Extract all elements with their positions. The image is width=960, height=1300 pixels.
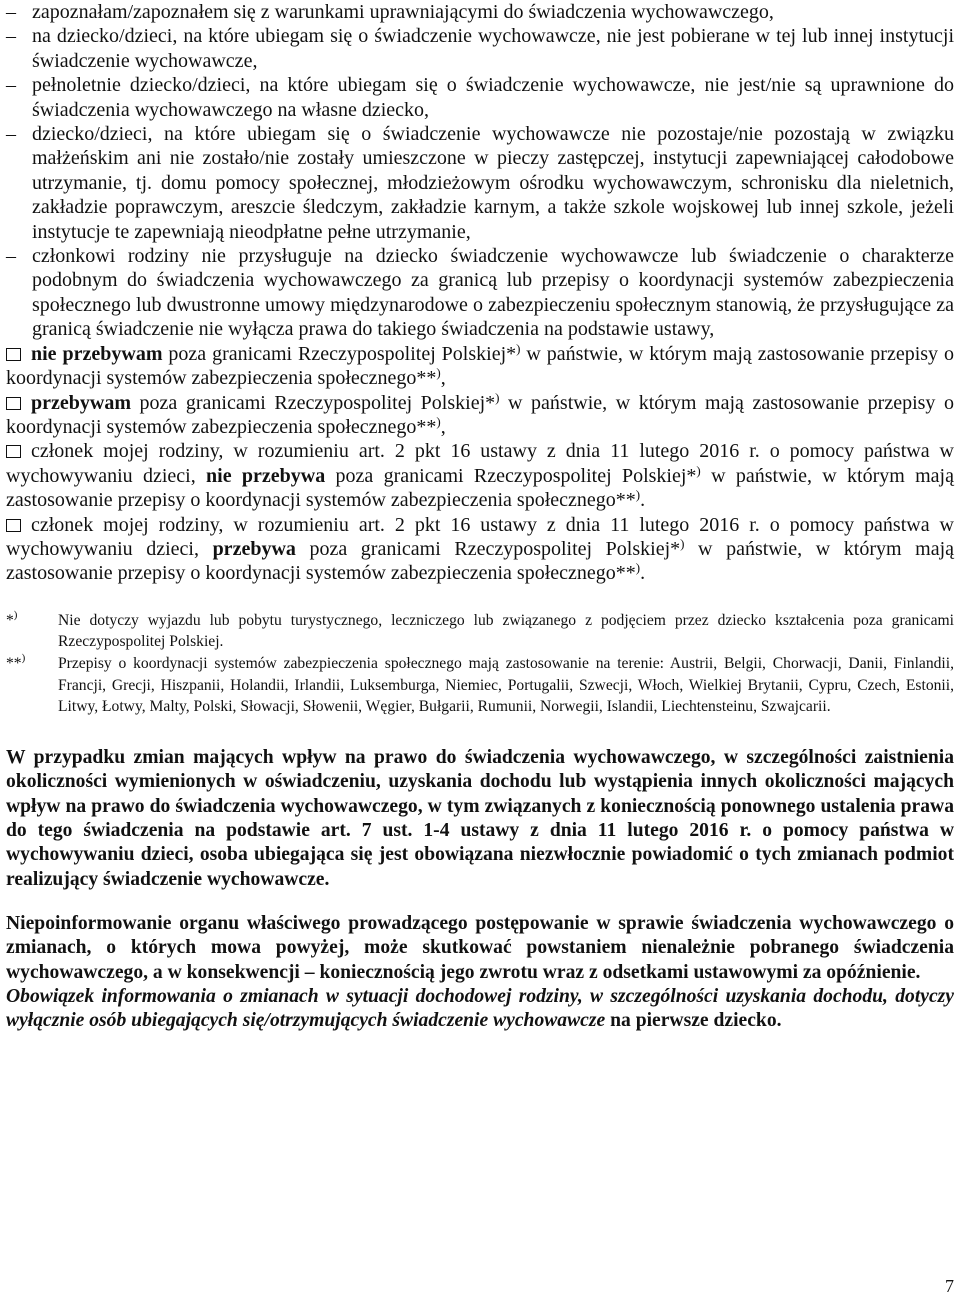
document-page xyxy=(6,0,954,1034)
footnote-text: Nie dotyczy wyjazdu lub pobytu turystycznego, leczniczego lub związanego z podjęciem przez dziecko kształcenia poza granicami Rzeczypospolitej Polskiej. xyxy=(58,611,954,651)
option-text: członek mojej rodziny, w rozumieniu art. 2 pkt 16 ustawy z dnia 11 lutego 2016 r. o pomocy państwa w wychowywaniu dzieci, xyxy=(6,513,954,560)
checkbox-not-abroad[interactable] xyxy=(6,348,21,361)
footnote-ref: ) xyxy=(495,389,500,405)
footnote-ref: ) xyxy=(436,413,441,429)
option-bold: nie przebywam xyxy=(31,342,163,365)
option-bold: przebywam xyxy=(31,391,131,414)
list-item-text: pełnoletnie dziecko/dzieci, na które ubiegam się o świadczenie wychowawcze, nie jest/nie są uprawnione do świadczenia wychowawczego na własne dziecko, xyxy=(32,74,954,121)
footnote-2 xyxy=(6,653,954,718)
footnote-ref: ) xyxy=(436,365,441,381)
option-text: poza granicami Rzeczypospolitej Polskiej* xyxy=(130,391,496,414)
footnote-ref: ) xyxy=(696,462,701,478)
declaration-list xyxy=(6,0,954,342)
checkbox-family-not-abroad[interactable] xyxy=(6,445,21,458)
list-item xyxy=(6,244,954,342)
notice-changes: W przypadku zmian mających wpływ na prawo do świadczenia wychowawczego, w szczególności zaistnienia okoliczności wymienionych w oświadczeniu, uzyskania dochodu lub wystąpienia innych okoliczności mających wpływ na prawo do świadczenia wychowawczego, w tym związanych z koniecznością ponownego ustalenia prawa do tego świadczenia na podstawie art. 7 ust. 1-4 ustawy z dnia 11 lutego 2016 r. o pomocy państwa w wychowywaniu dzieci, osoba ubiegająca się jest obowiązana niezwłocznie powiadomić o tych zmianach podmiot realizujący świadczenie wychowawcze. xyxy=(6,746,954,890)
option-text: . xyxy=(640,489,646,512)
option-not-abroad[interactable] xyxy=(6,342,954,391)
list-item-text: członkowi rodziny nie przysługuje na dziecko świadczenie wychowawcze lub świadczenie o charakterze podobnym do świadczenia wychowawczego za granicą lub przepisy o koordynacji systemów zabezpieczenia społecznego lub dwustronne umowy międzynarodowe o zabezpieczeniu społecznym stanowią, że przysługujące za granicą świadczenie nie wyłącza prawa do takiego świadczenia na podstawie ustawy, xyxy=(32,245,954,341)
footnote-marker xyxy=(6,653,58,718)
option-bold: przebywa xyxy=(212,537,296,560)
notice-obligation-italic: Obowiązek informowania o zmianach w sytuacji dochodowej rodziny, w szczególności uzyskania dochodu, dotyczy wyłącznie osób ubiegających się/otrzymujących świadczenie wychowawcze xyxy=(6,985,954,1032)
footnote-paren: ) xyxy=(21,651,26,664)
option-text: , xyxy=(440,415,446,438)
list-item xyxy=(6,73,954,122)
dash-bullet: – xyxy=(6,245,16,268)
footnote-paren: ) xyxy=(13,608,18,621)
notice-penalty: Niepoinformowanie organu właściwego prowadzącego postępowanie w sprawie świadczenia wychowawczego o zmianach, o których mowa powyżej, może skutkować powstaniem nienależnie pobranego świadczenia wychowawczego, a w konsekwencji – koniecznością jego zwrotu wraz z odsetkami ustawowymi za opóźnienie. xyxy=(6,912,954,983)
footnote-ref: ) xyxy=(516,340,521,356)
list-item xyxy=(6,122,954,244)
footnote-ref: ) xyxy=(635,560,641,576)
footnote-text: Przepisy o koordynacji systemów zabezpieczenia społecznego mają zastosowanie na terenie: Austrii, Belgii, Chorwacji, Danii, Finlandii, Francji, Grecji, Hiszpanii, Holandii, Irlandii, Luksemburga, Niemiec, Portugalii, Szwecji, Włoch, Wielkiej Brytanii, Cypru, Czech, Estonii, Litwy, Łotwy, Malty, Polski, Słowacji, Słowenii, Węgier, Bułgarii, Rumunii, Norwegii, Islandii, Liechtensteinu, Szwajcarii. xyxy=(58,654,954,716)
checkbox-family-abroad[interactable] xyxy=(6,519,21,532)
list-item-text: dziecko/dzieci, na które ubiegam się o świadczenie wychowawcze nie pozostaje/nie pozostają w związku małżeńskim ani nie zostało/nie zostały umieszczone w pieczy zastępczej, instytucji zapewniającej całodobowe utrzymanie, tj. domu pomocy społecznej, młodzieżowym ośrodku wychowawczym, schronisku dla nieletnich, zakładzie poprawczym, areszcie śledczym, zakładzie karnym, a także szkole wojskowej lub innej szkole, jeżeli instytucje te zapewniają nieodpłatne pełne utrzymanie, xyxy=(32,123,954,243)
footnote-ref: ) xyxy=(680,535,685,551)
notice-obligation-tail: na pierwsze dziecko. xyxy=(605,1010,782,1032)
option-text: poza granicami Rzeczypospolitej Polskiej* xyxy=(295,537,681,560)
dash-bullet: – xyxy=(6,25,16,48)
list-item xyxy=(6,0,954,24)
option-text: w państwie, w którym mają zastosowanie przepisy o koordynacji systemów zabezpieczenia społecznego** xyxy=(6,464,954,512)
footnote-1 xyxy=(6,610,954,653)
option-text: poza granicami Rzeczypospolitej Polskiej* xyxy=(162,342,517,365)
option-family-not-abroad[interactable] xyxy=(6,439,954,512)
footnote-star: ** xyxy=(6,654,22,672)
option-text: . xyxy=(640,562,646,585)
option-text: w państwie, w którym mają zastosowanie przepisy o koordynacji systemów zabezpieczenia społecznego** xyxy=(6,391,954,438)
option-bold: nie przebywa xyxy=(206,464,326,487)
list-item-text: na dziecko/dzieci, na które ubiegam się o świadczenie wychowawcze, nie jest pobierane w tej lub innej instytucji świadczenie wychowawcze, xyxy=(32,25,954,72)
footnotes xyxy=(6,610,954,718)
notice-obligation xyxy=(6,985,954,1034)
option-text: w państwie, w którym mają zastosowanie przepisy o koordynacji systemów zabezpieczenia społecznego** xyxy=(6,537,955,585)
list-item-text: zapoznałam/zapoznałem się z warunkami uprawniającymi do świadczenia wychowawczego, xyxy=(32,1,774,23)
option-text: poza granicami Rzeczypospolitej Polskiej* xyxy=(325,464,697,487)
option-text: członek mojej rodziny, w rozumieniu art. 2 pkt 16 ustawy z dnia 11 lutego 2016 r. o pomocy państwa w wychowywaniu dzieci, xyxy=(6,440,954,487)
option-family-abroad[interactable] xyxy=(6,513,954,586)
footnote-marker xyxy=(6,610,58,653)
footnote-ref: ) xyxy=(635,487,641,503)
option-text: , xyxy=(440,367,446,390)
dash-bullet: – xyxy=(6,1,16,23)
footnote-star: * xyxy=(6,611,14,629)
checkbox-abroad[interactable] xyxy=(6,397,21,410)
page-number: 7 xyxy=(945,1276,954,1296)
option-abroad[interactable] xyxy=(6,391,954,440)
option-text: w państwie, w którym mają zastosowanie przepisy o koordynacji systemów zabezpieczenia społecznego** xyxy=(6,342,954,390)
dash-bullet: – xyxy=(6,74,16,97)
list-item xyxy=(6,24,954,73)
dash-bullet: – xyxy=(6,123,16,146)
